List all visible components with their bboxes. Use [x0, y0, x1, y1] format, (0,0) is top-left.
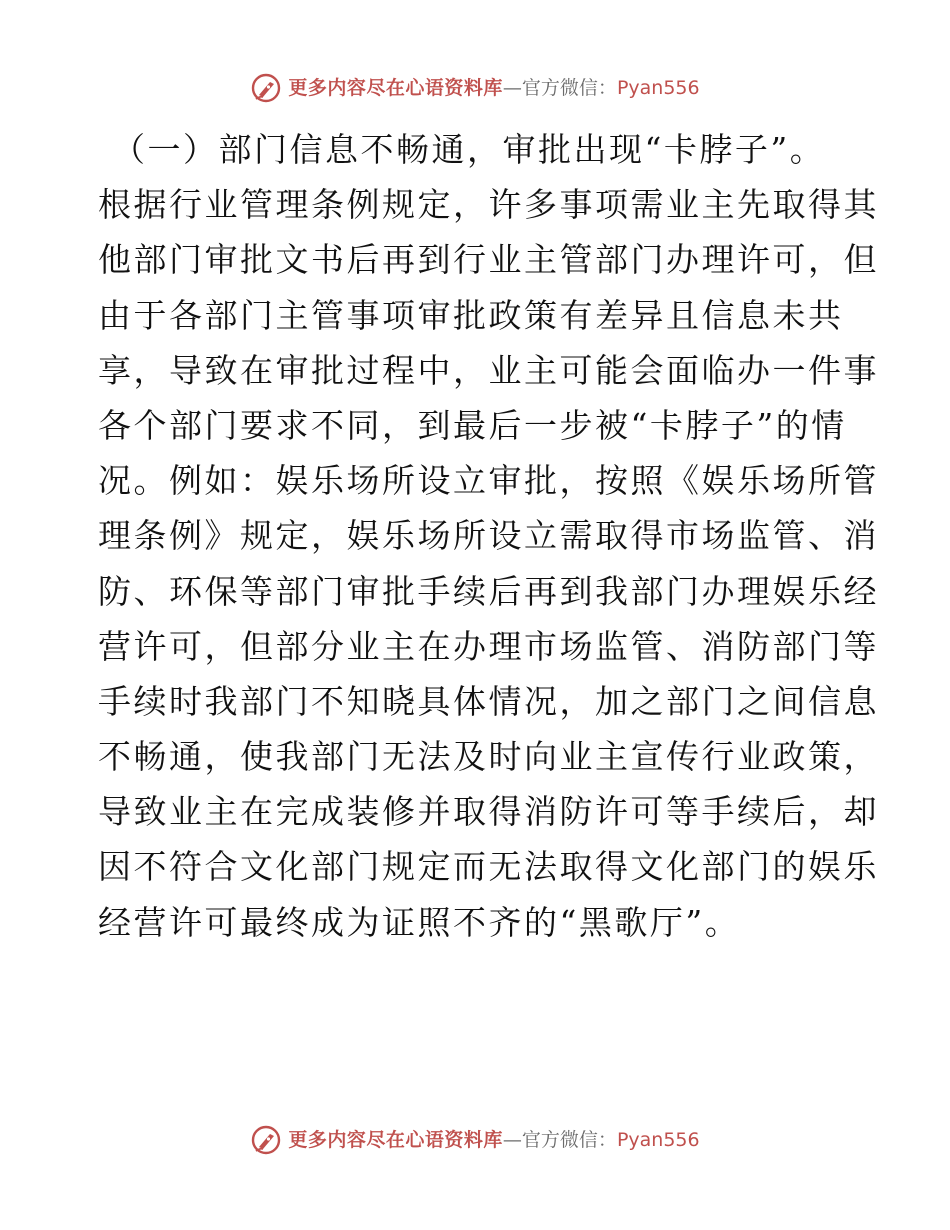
text-line: 经营许可最终成为证照不齐的“黑歌厅”。: [98, 902, 741, 942]
text-line: 防、环保等部门审批手续后再到我部门办理娱乐经: [98, 571, 879, 611]
text-line: 根据行业管理条例规定，许多事项需业主先取得其: [98, 185, 879, 225]
text-line: 况。例如：娱乐场所设立审批，按照《娱乐场所管: [98, 461, 879, 501]
text-line: （一）部门信息不畅通，审批出现“卡脖子”。: [112, 130, 826, 169]
text-line: 他部门审批文书后再到行业主管部门办理许可，但: [98, 240, 879, 280]
watermark-wechat-id: Pyan556: [616, 77, 700, 99]
text-line: 手续时我部门不知晓具体情况，加之部门之间信息: [98, 681, 879, 721]
text-line: 不畅通，使我部门无法及时向业主宣传行业政策，: [98, 737, 879, 777]
watermark-text: [288, 1124, 699, 1156]
document-body: [98, 122, 879, 950]
text-line: 因不符合文化部门规定而无法取得文化部门的娱乐: [98, 847, 879, 887]
text-line: 营许可，但部分业主在办理市场监管、消防部门等: [98, 626, 879, 666]
watermark-text: [288, 72, 699, 104]
text-line: 享，导致在审批过程中，业主可能会面临办一件事: [98, 350, 879, 390]
text-line: 由于各部门主管事项审批政策有差异且信息未共: [98, 295, 844, 335]
watermark-title: 更多内容尽在心语资料库: [288, 77, 503, 99]
pen-nib-logo-icon: [250, 72, 282, 104]
watermark-title: 更多内容尽在心语资料库: [288, 1129, 503, 1151]
watermark-separator: —官方微信：: [502, 1129, 617, 1151]
watermark-separator: —官方微信：: [502, 77, 617, 99]
watermark-wechat-id: Pyan556: [616, 1129, 700, 1151]
header-watermark: [0, 72, 950, 104]
pen-nib-logo-icon: [250, 1124, 282, 1156]
text-line: 理条例》规定，娱乐场所设立需取得市场监管、消: [98, 516, 879, 556]
text-line: 各个部门要求不同，到最后一步被“卡脖子”的情: [98, 405, 847, 445]
text-line: 导致业主在完成装修并取得消防许可等手续后，却: [98, 792, 879, 832]
footer-watermark: [0, 1124, 950, 1156]
